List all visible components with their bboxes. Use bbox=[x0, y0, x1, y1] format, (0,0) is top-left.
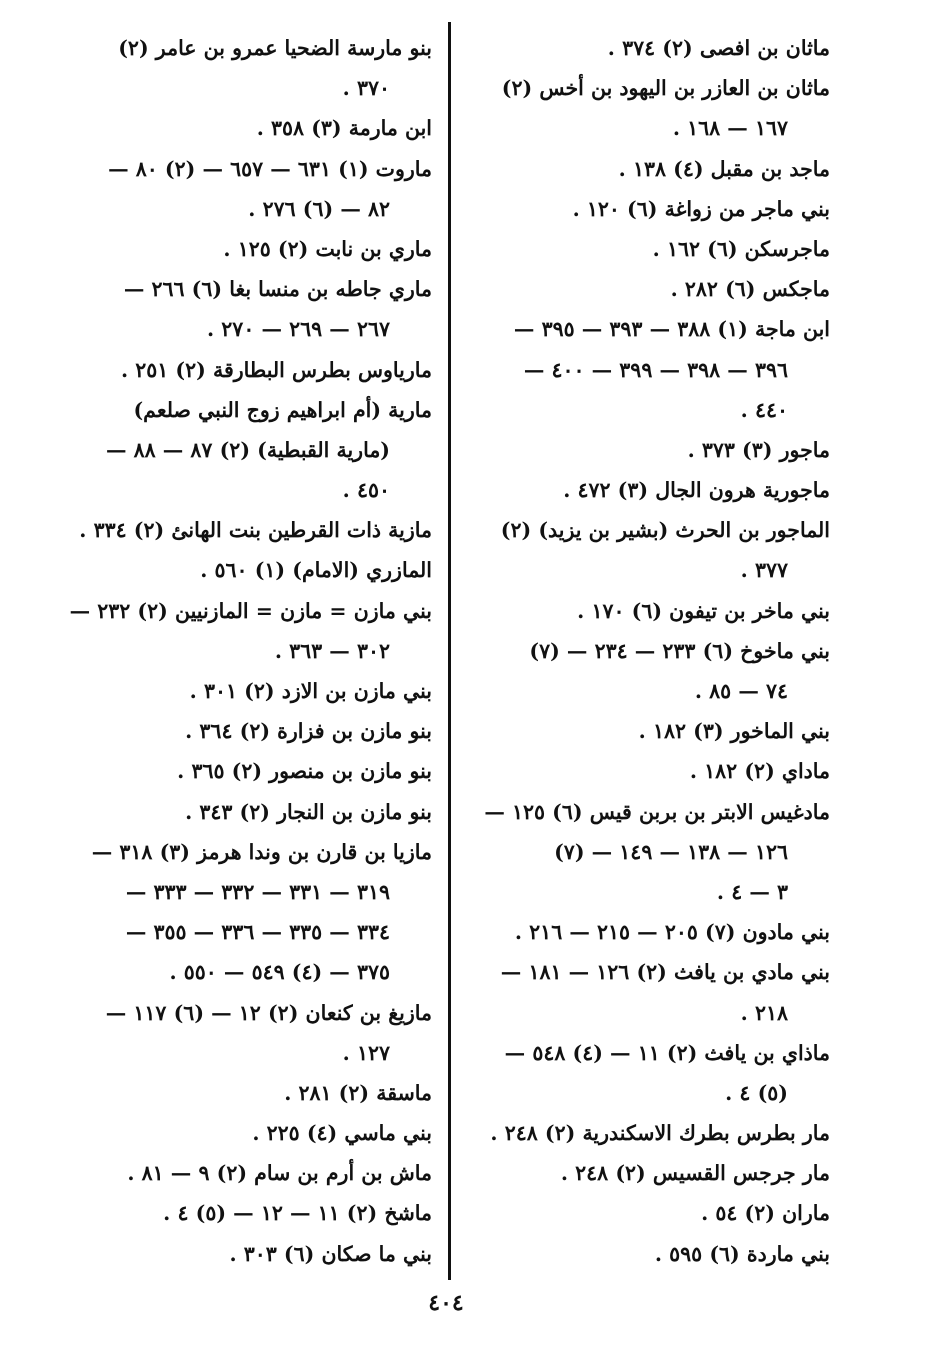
index-entry-continuation: ٣٧٠ . bbox=[342, 76, 390, 101]
index-entry-continuation: ١٢٧ . bbox=[342, 1040, 390, 1065]
index-entry-continuation: ٣ — ٤ . bbox=[716, 879, 788, 904]
index-entry-continuation: ٣٣٤ — ٣٣٥ — ٣٣٦ — ٣٥٥ — bbox=[125, 920, 390, 945]
index-entry: بني ماسي (٤) ٢٢٥ . bbox=[252, 1121, 432, 1146]
index-entry-continuation: ٤٤٠ . bbox=[740, 397, 788, 422]
index-entry: بني الماخور (٣) ١٨٢ . bbox=[638, 719, 830, 744]
index-entry-continuation: ٨٢ — (٦) ٢٧٦ . bbox=[248, 196, 390, 221]
index-entry: بني ماردة (٦) ٥٩٥ . bbox=[654, 1241, 830, 1266]
column-divider bbox=[448, 22, 451, 1280]
index-entry: ماثان بن العازر بن اليهود بن أخس (٢) bbox=[501, 76, 830, 101]
index-entry: ابن مارمة (٣) ٣٥٨ . bbox=[256, 116, 432, 141]
index-entry: ماري جاطه بن منسا بغا (٦) ٢٦٦ — bbox=[123, 277, 432, 302]
index-entry: بني ماخر بن تيفون (٦) ١٧٠ . bbox=[577, 598, 830, 623]
index-entry: ماجورية هرون الجال (٣) ٤٧٢ . bbox=[563, 478, 830, 503]
index-entry: مازيا بن قارن بن وندا هرمز (٣) ٣١٨ — bbox=[91, 839, 432, 864]
index-entry-continuation: ١٦٧ — ١٦٨ . bbox=[672, 116, 788, 141]
index-entry: ابن ماجة (١) ٣٨٨ — ٣٩٣ — ٣٩٥ — bbox=[513, 317, 830, 342]
index-entry-continuation: ٣٠٢ — ٣٦٣ . bbox=[274, 638, 390, 663]
index-entry-continuation: ١٢٦ — ١٣٨ — ١٤٩ — (٧) bbox=[554, 839, 788, 864]
index-entry-continuation: ٤٥٠ . bbox=[342, 478, 390, 503]
index-entry: ماجور (٣) ٣٧٣ . bbox=[687, 437, 830, 462]
index-entry-continuation: ٢١٨ . bbox=[740, 1000, 788, 1025]
index-entry: ماداي (٢) ١٨٢ . bbox=[689, 759, 830, 784]
index-entry-continuation: ٣٧٥ — (٤) ٥٤٩ — ٥٥٠ . bbox=[169, 960, 390, 985]
index-entry: ماروت (١) ٦٣١ — ٦٥٧ — (٢) ٨٠ — bbox=[108, 156, 432, 181]
index-entry-continuation: ٣١٩ — ٣٣١ — ٣٣٢ — ٣٣٣ — bbox=[125, 879, 390, 904]
page-number: ٤٠٤ bbox=[428, 1290, 464, 1316]
index-entry: ماش بن أرم بن سام (٢) ٩ — ٨١ . bbox=[127, 1161, 432, 1186]
index-entry: بنو مارسة الضحيا عمرو بن عامر (٢) bbox=[118, 36, 432, 60]
index-entry: مارية (أم ابراهيم زوج النبي صلعم) bbox=[133, 397, 432, 422]
index-entry: مار بطرس بطرك الاسكندرية (٢) ٢٤٨ . bbox=[490, 1121, 830, 1146]
index-entry: ماجرسكن (٦) ١٦٢ . bbox=[652, 236, 830, 261]
index-entry: ماري بن نابت (٢) ١٢٥ . bbox=[223, 236, 432, 261]
index-entry: ماجكس (٦) ٢٨٢ . bbox=[670, 277, 830, 302]
index-entry-continuation: ٧٤ — ٨٥ . bbox=[694, 679, 788, 703]
index-entry: ماثان بن افصى (٢) ٣٧٤ . bbox=[607, 36, 830, 60]
index-entry-continuation: ٢٦٧ — ٢٦٩ — ٢٧٠ . bbox=[207, 317, 390, 342]
index-entry-continuation: (مارية القبطية) (٢) ٨٧ — ٨٨ — bbox=[105, 437, 390, 462]
index-entry-continuation: (٥) ٤ . bbox=[725, 1080, 788, 1105]
index-entry: المازري (الامام) (١) ٥٦٠ . bbox=[200, 558, 432, 583]
index-entry-continuation: ٣٩٦ — ٣٩٨ — ٣٩٩ — ٤٠٠ — bbox=[523, 357, 788, 382]
index-entry: مادغيس الابتر بن بربن قيس (٦) ١٢٥ — bbox=[484, 799, 830, 824]
index-entry: بني مازن بن الازد (٢) ٣٠١ . bbox=[189, 679, 432, 703]
index-entry: ماسقة (٢) ٢٨١ . bbox=[284, 1080, 432, 1105]
index-entry: بني ما صكان (٦) ٣٠٣ . bbox=[229, 1241, 432, 1266]
index-entry-continuation: ٣٧٧ . bbox=[740, 558, 788, 583]
index-entry: ماران (٢) ٥٤ . bbox=[701, 1201, 830, 1226]
index-entry: ماجد بن مقبل (٤) ١٣٨ . bbox=[618, 156, 830, 181]
index-column-left bbox=[70, 28, 432, 1274]
index-entry: ماذاي بن يافث (٢) ١١ — (٤) ٥٤٨ — bbox=[504, 1040, 830, 1065]
index-entry: بنو مازن بن النجار (٢) ٣٤٣ . bbox=[185, 799, 432, 824]
index-entry: بني ماجر من زواغة (٦) ١٢٠ . bbox=[572, 196, 830, 221]
index-entry: بني مادون (٧) ٢٠٥ — ٢١٥ — ٢١٦ . bbox=[514, 920, 830, 945]
index-column-right bbox=[470, 28, 830, 1274]
index-entry: بني مازن = مازن = المازنيين (٢) ٢٣٢ — bbox=[69, 598, 432, 623]
index-entry: مازيغ بن كنعان (٢) ١٢ — (٦) ١١٧ — bbox=[105, 1000, 432, 1025]
index-entry: مار جرجس القسيس (٢) ٢٤٨ . bbox=[560, 1161, 830, 1186]
index-entry: بنو مازن بن فزارة (٢) ٣٦٤ . bbox=[185, 719, 432, 744]
index-entry: ماشخ (٢) ١١ — ١٢ — (٥) ٤ . bbox=[163, 1201, 432, 1226]
index-entry: الماجور بن الحرث (بشير بن يزيد) (٢) bbox=[500, 518, 830, 543]
index-entry: مارياوس بطرس البطارقة (٢) ٢٥١ . bbox=[120, 357, 432, 382]
index-entry: بنو مازن بن منصور (٢) ٣٦٥ . bbox=[177, 759, 432, 784]
index-entry: بني مادي بن يافث (٢) ١٢٦ — ١٨١ — bbox=[500, 960, 830, 985]
index-entry: بني ماخوخ (٦) ٢٣٣ — ٢٣٤ — (٧) bbox=[529, 638, 830, 663]
index-entry: مازية ذات القرطين بنت الهانئ (٢) ٣٣٤ . bbox=[79, 518, 432, 543]
